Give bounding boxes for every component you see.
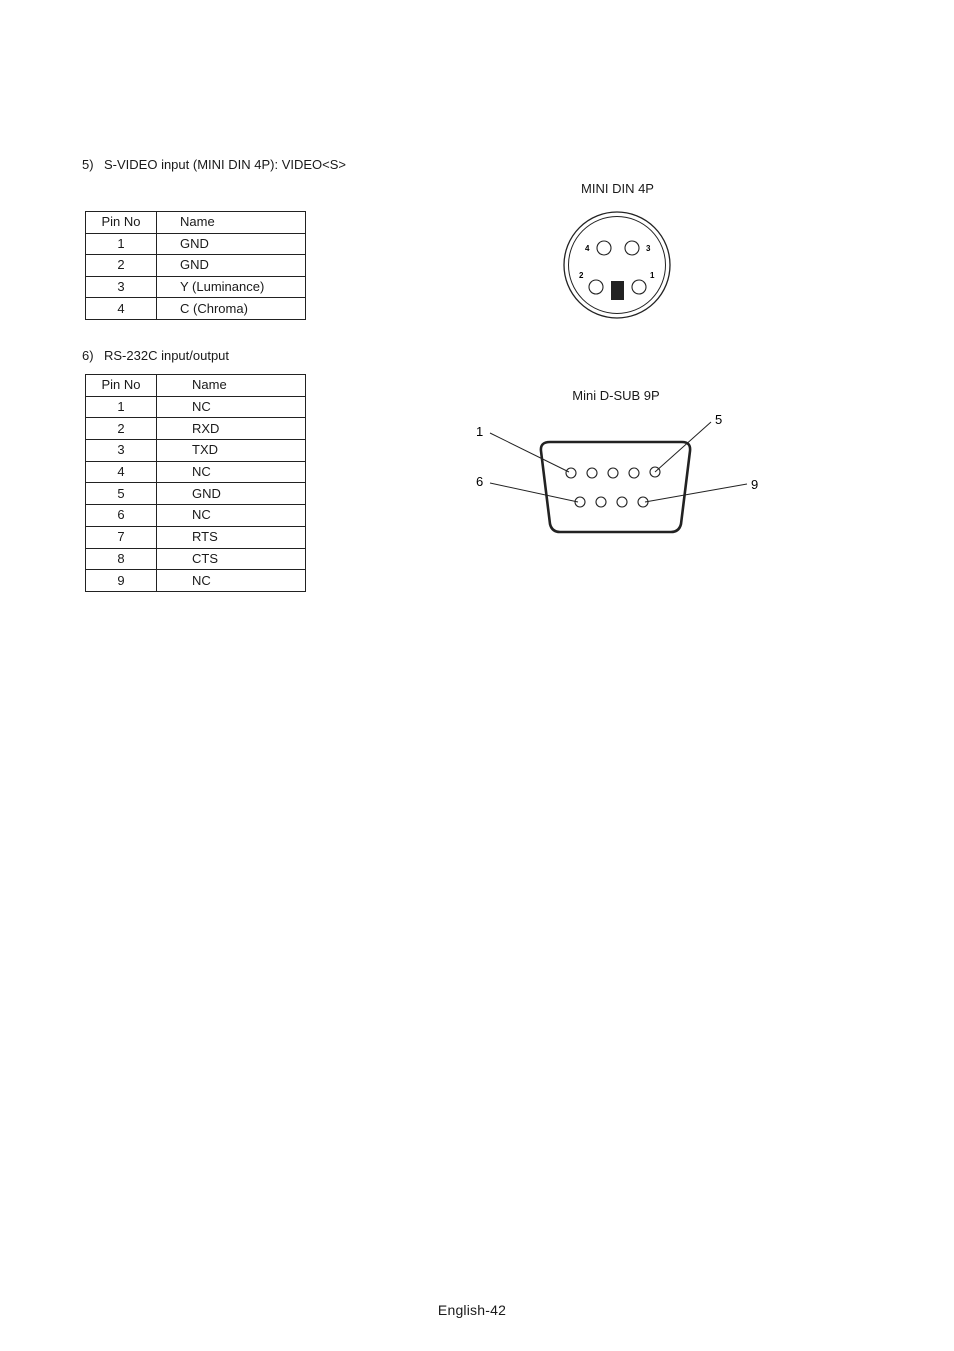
pin-number: 3 — [86, 276, 157, 298]
header-pin-no: Pin No — [86, 375, 157, 397]
table-row — [86, 255, 306, 277]
dsub-callout-6: 6 — [476, 474, 484, 489]
din-pin-label-1: 1 — [650, 271, 655, 280]
leader-line-9 — [645, 484, 747, 502]
mini-din-connector-diagram — [560, 208, 680, 328]
pin-name: C (Chroma) — [157, 298, 306, 320]
pin-number: 4 — [86, 298, 157, 320]
pin-name: NC — [157, 396, 306, 418]
leader-line-5 — [655, 422, 711, 472]
pin-number: 5 — [86, 483, 157, 505]
rs232-section-number: 6) — [82, 348, 94, 363]
din-pin-hole-4 — [597, 241, 611, 255]
pin-name: CTS — [157, 548, 306, 570]
table-row — [86, 396, 306, 418]
din-pin-label-3: 3 — [646, 244, 651, 253]
svideo-pin-table — [85, 211, 306, 320]
table-row — [86, 298, 306, 320]
rs232-pin-table — [85, 374, 306, 592]
pin-number: 1 — [86, 396, 157, 418]
dsub-pin-hole-3 — [608, 468, 618, 478]
table-row — [86, 483, 306, 505]
pin-name: RXD — [157, 418, 306, 440]
page-number: English-42 — [437, 1302, 507, 1318]
pin-number: 3 — [86, 440, 157, 462]
din-key-block — [611, 281, 624, 300]
pin-number: 2 — [86, 255, 157, 277]
dsub-callout-1: 1 — [476, 424, 484, 439]
mini-dsub-label: Mini D-SUB 9P — [572, 388, 660, 403]
pin-number: 6 — [86, 505, 157, 527]
svideo-section-number: 5) — [82, 157, 94, 172]
table-row — [86, 505, 306, 527]
pin-number: 9 — [86, 570, 157, 592]
pin-number: 8 — [86, 548, 157, 570]
dsub-callout-5: 5 — [715, 412, 723, 427]
din-pin-label-2: 2 — [579, 271, 584, 280]
pin-name: NC — [157, 505, 306, 527]
header-pin-no: Pin No — [86, 212, 157, 234]
table-row — [86, 276, 306, 298]
mini-din-label: MINI DIN 4P — [581, 181, 654, 196]
page-footer — [0, 1302, 954, 1318]
svideo-section-title: S-VIDEO input (MINI DIN 4P): VIDEO<S> — [104, 157, 347, 172]
pin-number: 7 — [86, 526, 157, 548]
dsub-pin-hole-2 — [587, 468, 597, 478]
table-row — [86, 526, 306, 548]
dsub-callout-9: 9 — [751, 477, 759, 492]
pin-name: GND — [157, 255, 306, 277]
din-pin-hole-1 — [632, 280, 646, 294]
dsub-shell — [541, 442, 690, 532]
din-pin-label-4: 4 — [585, 244, 590, 253]
rs232-section-title: RS-232C input/output — [104, 348, 230, 363]
pin-name: RTS — [157, 526, 306, 548]
pin-number: 1 — [86, 233, 157, 255]
pin-name: GND — [157, 233, 306, 255]
dsub-pin-hole-8 — [617, 497, 627, 507]
din-pin-hole-2 — [589, 280, 603, 294]
dsub-pin-hole-1 — [566, 468, 576, 478]
pin-name: NC — [157, 461, 306, 483]
din-pin-hole-3 — [625, 241, 639, 255]
dsub-pin-hole-7 — [596, 497, 606, 507]
table-row — [86, 570, 306, 592]
pin-name: Y (Luminance) — [157, 276, 306, 298]
table-row — [86, 233, 306, 255]
table-row — [86, 440, 306, 462]
svideo-heading — [82, 157, 346, 172]
connector-outer-ring — [564, 212, 670, 318]
leader-line-6 — [490, 483, 578, 502]
header-name: Name — [157, 375, 306, 397]
leader-line-1 — [490, 433, 569, 472]
rs232-heading — [82, 348, 229, 363]
pin-number: 4 — [86, 461, 157, 483]
pin-number: 2 — [86, 418, 157, 440]
table-header-row — [86, 212, 306, 234]
table-row — [86, 461, 306, 483]
mini-dsub-connector-diagram — [470, 405, 770, 545]
pin-name: GND — [157, 483, 306, 505]
table-row — [86, 418, 306, 440]
pin-name: NC — [157, 570, 306, 592]
header-name: Name — [157, 212, 306, 234]
table-row — [86, 548, 306, 570]
dsub-pin-hole-4 — [629, 468, 639, 478]
pin-name: TXD — [157, 440, 306, 462]
table-header-row — [86, 375, 306, 397]
